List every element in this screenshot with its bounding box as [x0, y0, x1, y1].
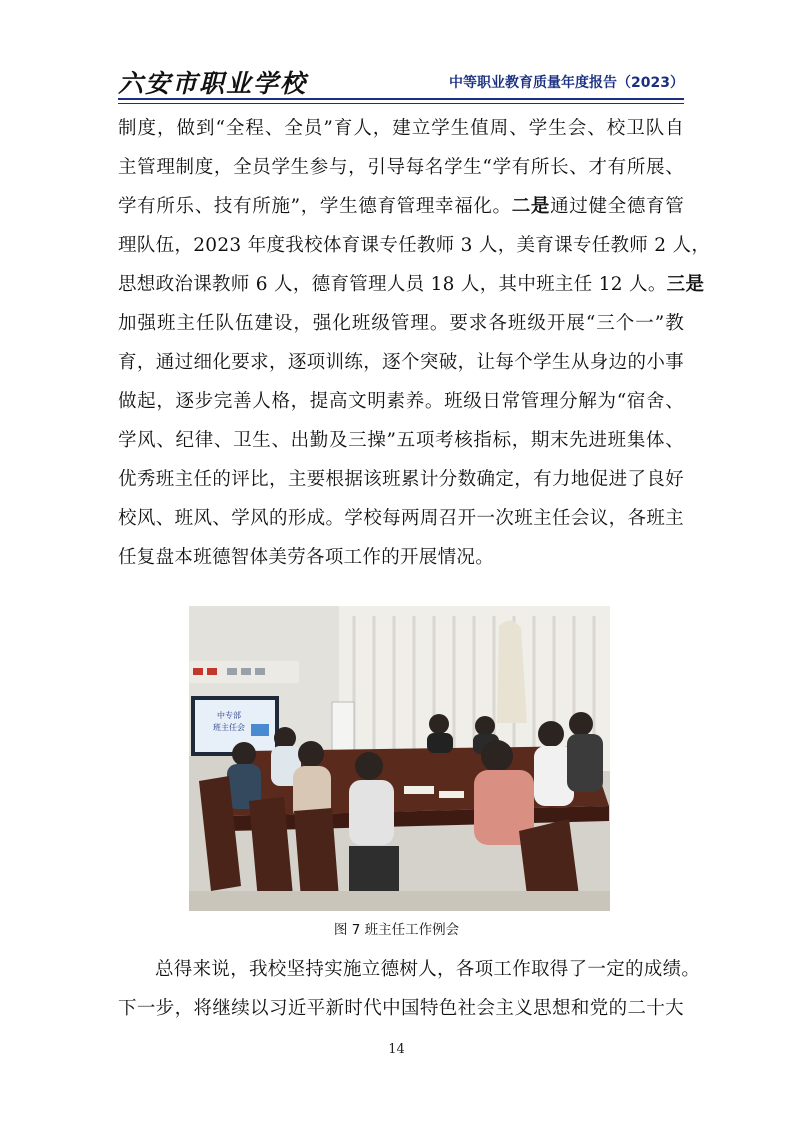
page-header: [118, 58, 684, 102]
screen-text-1: 中专部: [217, 711, 241, 720]
bold-marker-two: 二是: [511, 196, 551, 217]
page-number: 14: [388, 1042, 405, 1057]
conclusion-paragraph: [118, 950, 701, 1028]
screen-text-2: 班主任会: [213, 723, 245, 732]
text-line: 制度，做到“全程、全员”育人，建立学生值周、学生会、校卫队自: [118, 118, 684, 139]
text-line: 主管理制度，全员学生参与，引导每名学生“学有所长、才有所展、: [118, 157, 684, 178]
header-rule-thin: [118, 103, 684, 104]
text-line: 理队伍，2023 年度我校体育课专任教师 3 人，美育课专任教师 2 人，: [118, 235, 711, 256]
text-line: 学风、纪律、卫生、出勤及三操”五项考核指标，期末先进班集体、: [118, 430, 684, 451]
text-line: 优秀班主任的评比，主要根据该班累计分数确定，有力地促进了良好: [118, 469, 684, 490]
text-line: 学有所乐、技有所施”，学生德育管理幸福化。二是通过健全德育管: [118, 196, 685, 217]
text-line: 任复盘本班德智体美劳各项工作的开展情况。: [118, 547, 495, 568]
header-rule-thick: [118, 98, 684, 100]
text-line: 思想政治课教师 6 人，德育管理人员 18 人，其中班主任 12 人。三是: [118, 274, 705, 295]
body-paragraph: [118, 109, 711, 577]
bold-marker-three: 三是: [666, 274, 705, 295]
text-line: 做起，逐步完善人格，提高文明素养。班级日常管理分解为“宿舍、: [118, 391, 684, 412]
text-line: 总得来说，我校坚持实施立德树人，各项工作取得了一定的成绩。: [155, 959, 701, 980]
report-title: 中等职业教育质量年度报告（2023）: [449, 75, 684, 91]
school-name-logo: 六安市职业学校: [118, 69, 308, 98]
figure-caption: 图 7 班主任工作例会: [333, 922, 460, 938]
text-line: 育，通过细化要求，逐项训练，逐个突破，让每个学生从身边的小事: [118, 352, 684, 373]
text-line: 校风、班风、学风的形成。学校每两周召开一次班主任会议，各班主: [118, 508, 684, 529]
text-line: 下一步，将继续以习近平新时代中国特色社会主义思想和党的二十大: [118, 998, 684, 1019]
meeting-photo: [189, 606, 610, 911]
text-line: 加强班主任队伍建设，强化班级管理。要求各班级开展“三个一”教: [118, 313, 684, 334]
